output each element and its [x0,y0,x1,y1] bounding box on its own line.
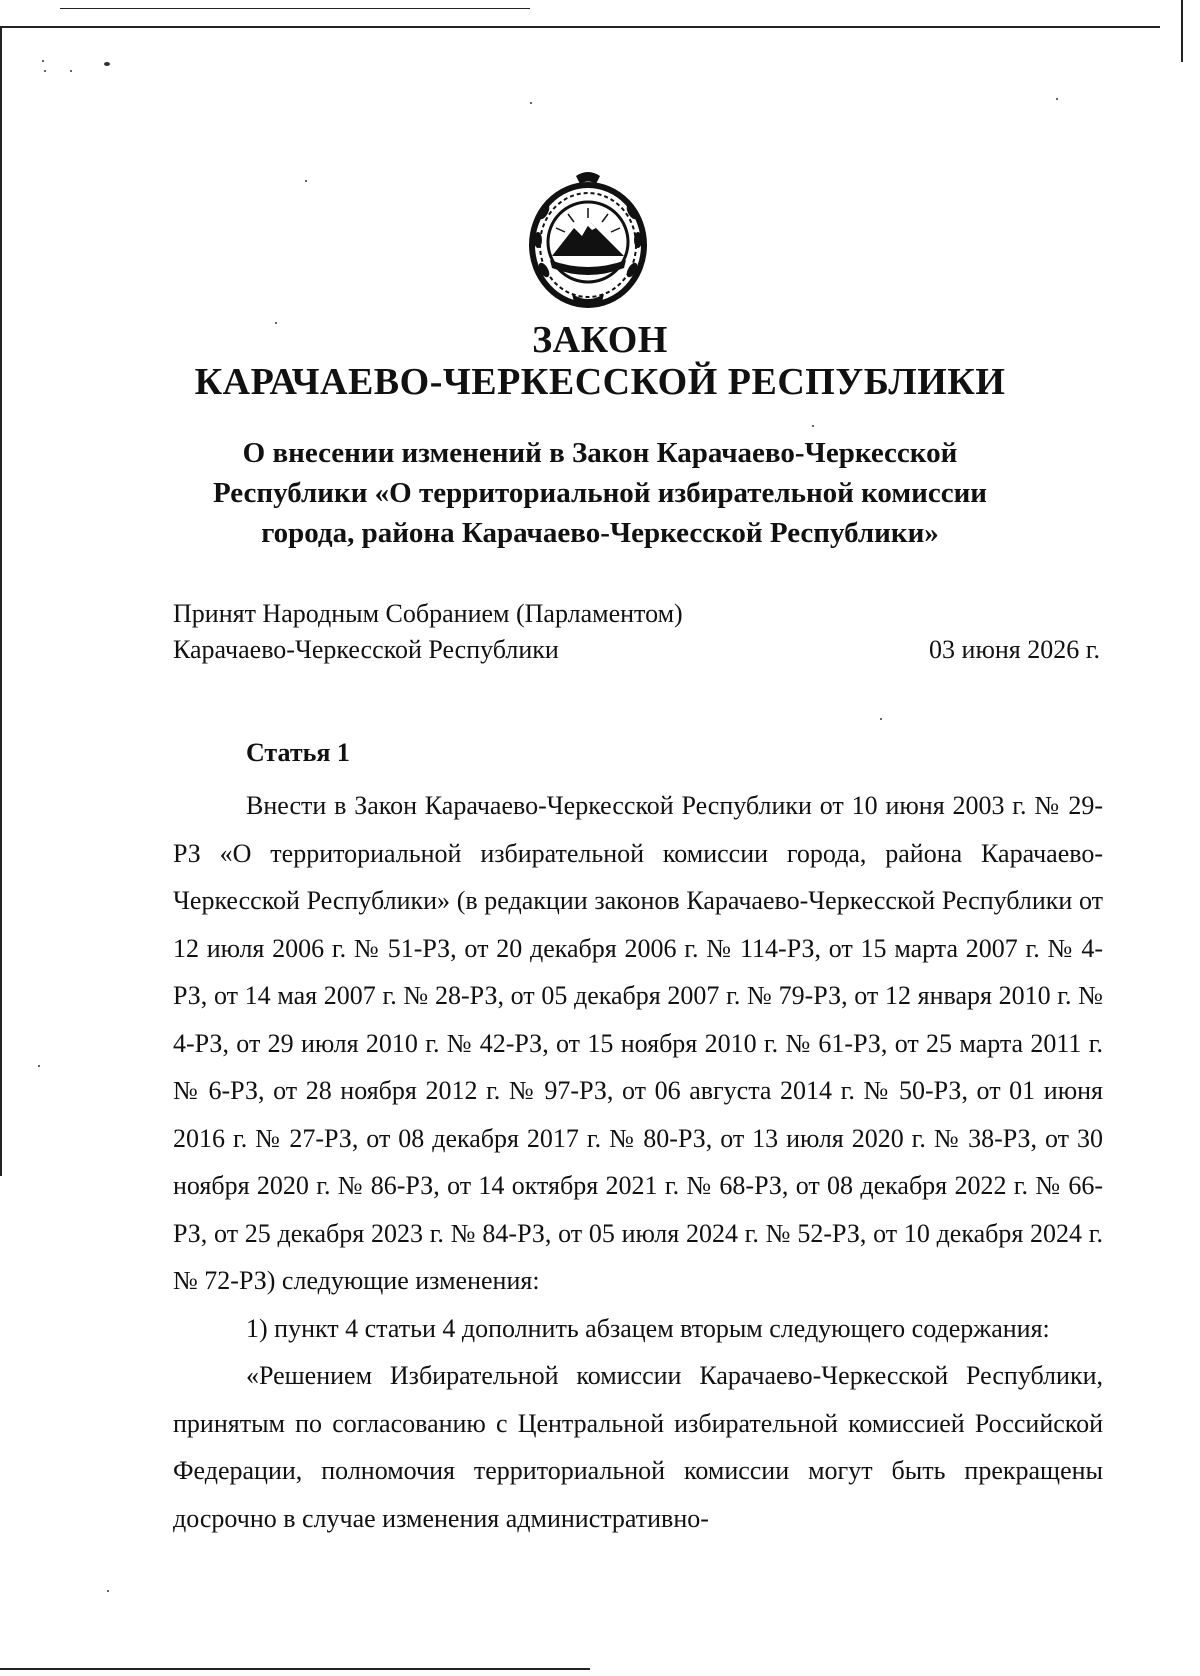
adoption-line-2: Карачаево-Черкесской Республики [173,635,559,664]
scan-speck [812,425,814,427]
scan-speck [530,102,532,104]
scan-speck [70,70,72,72]
law-subtitle: О внесении изменений в Закон Карачаево-Черкесской Республики «О территориальной избирательной комиссии города, района Карачаево-Черкесской Республики» [212,437,988,549]
scan-border-right [1181,0,1183,62]
adoption-date: 03 июня 2026 г. [929,635,1100,664]
scan-speck [305,180,307,182]
scan-border-left [0,26,2,1176]
scan-border-bottom [0,1668,590,1670]
article-body [173,782,1103,1542]
scan-speck [104,62,110,66]
scan-speck [44,70,46,72]
adoption-info [173,596,683,668]
scan-border-top-short [60,8,530,9]
scan-speck [880,718,882,720]
scan-speck [107,1590,109,1592]
article-paragraph: «Решением Избирательной комиссии Карачаево-Черкесской Республики, принятым по согласованию с Центральной избирательной комиссией Российской Федерации, полномочия территориальной комиссии могут быть прекращены досрочно в случае изменения административно- [173,1361,1103,1533]
adoption-line-1: Принят Народным Собранием (Парламентом) [173,599,683,628]
coat-of-arms-icon [528,170,648,310]
article-heading: Статья 1 [246,738,350,767]
scan-speck [1056,98,1058,100]
article-paragraph: 1) пункт 4 статьи 4 дополнить абзацем вторым следующего содержания: [246,1313,1050,1343]
scan-speck [42,60,44,62]
law-title: ЗАКОН [532,319,668,361]
scan-speck [38,1065,40,1067]
article-paragraph: Внести в Закон Карачаево-Черкесской Республики от 10 июня 2003 г. № 29-РЗ «О территориальной избирательной комиссии города, района Карачаево-Черкесской Республики» (в редакции законов Карачаево-Черкесской Республики от 12 июля 2006 г. № 51-РЗ, от 20 декабря 2006 г. № 114-РЗ, от 15 марта 2007 г. № 4-РЗ, от 14 мая 2007 г. № 28-РЗ, от 05 декабря 2007 г. № 79-РЗ, от 12 января 2010 г. № 4-РЗ, от 29 июля 2010 г. № 42-РЗ, от 15 ноября 2010 г. № 61-РЗ, от 25 марта 2011 г. № 6-РЗ, от 28 ноября 2012 г. № 97-РЗ, от 06 августа 2014 г. № 50-РЗ, от 01 июня 2016 г. № 27-РЗ, от 08 декабря 2017 г. № 80-РЗ, от 13 июля 2020 г. № 38-РЗ, от 30 ноября 2020 г. № 86-РЗ, от 14 октября 2021 г. № 68-РЗ, от 08 декабря 2022 г. № 66-РЗ, от 25 декабря 2023 г. № 84-РЗ, от 05 июля 2024 г. № 52-РЗ, от 10 декабря 2024 г. № 72-РЗ) следующие изменения: [173,791,1103,1295]
republic-title: КАРАЧАЕВО-ЧЕРКЕССКОЙ РЕСПУБЛИКИ [194,361,1006,403]
scan-border-top [0,26,1160,28]
